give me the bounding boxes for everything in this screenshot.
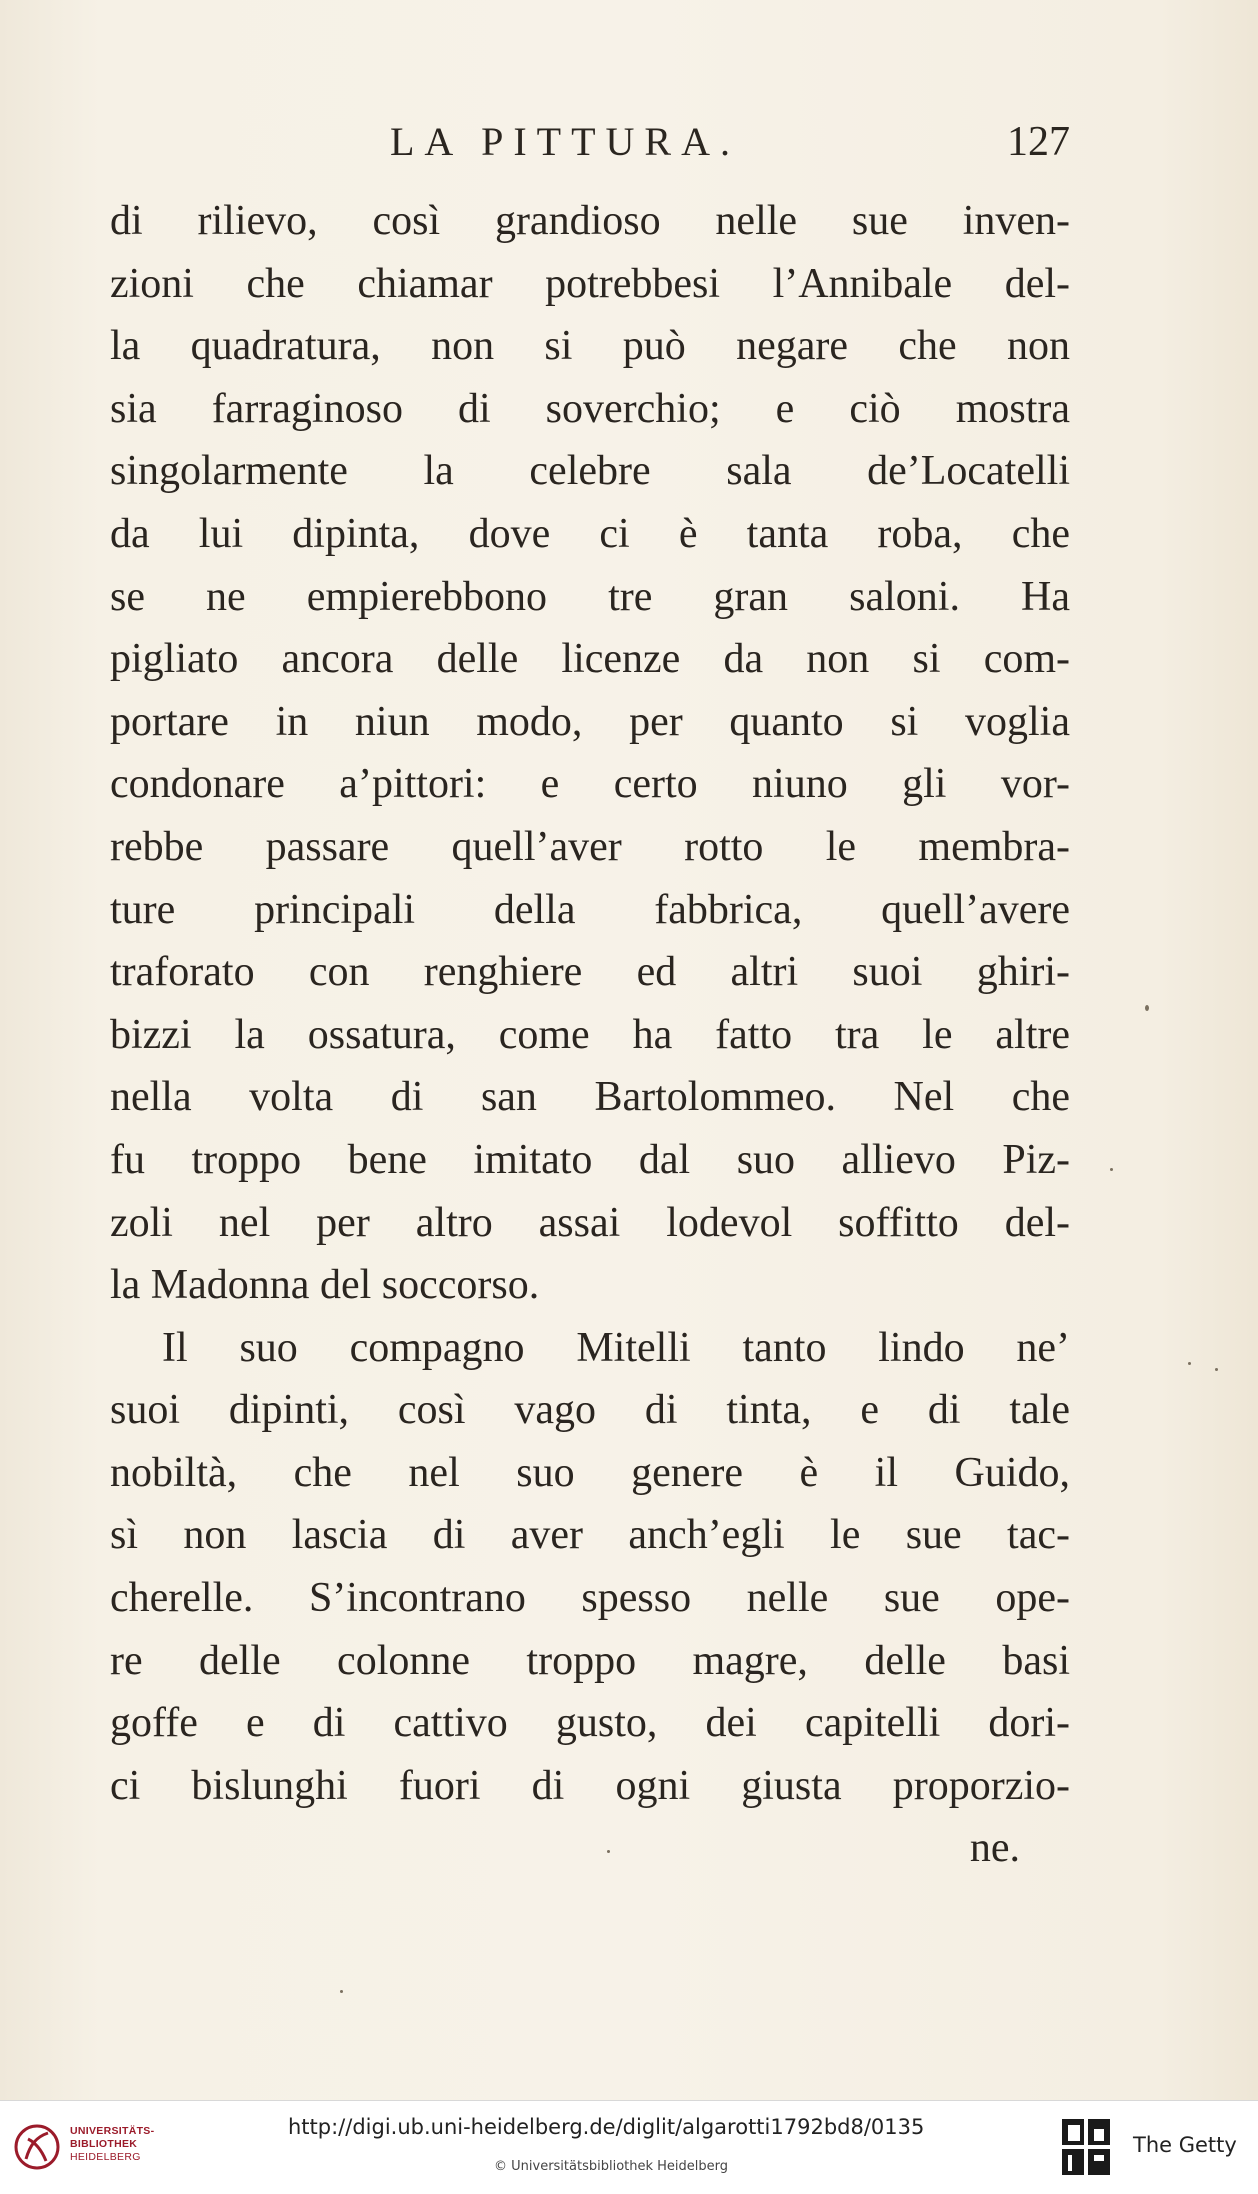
text-line: nobiltà, che nel suo genere è il Guido, [110, 1449, 1070, 1496]
text-line: bizzi la ossatura, come ha fatto tra le altre [110, 1011, 1070, 1058]
text-line: nella volta di san Bartolommeo. Nel che [110, 1074, 1070, 1121]
text-line: ci bislunghi fuori di ogni giusta proporzio- [110, 1762, 1070, 1809]
text-line: singolarmente la celebre sala de’Locatelli [110, 448, 1070, 495]
ink-speck [607, 1850, 610, 1853]
text-line: Il suo compagno Mitelli tanto lindo ne’ [162, 1324, 1070, 1371]
text-line: zioni che chiamar potrebbesi l’Annibale del- [110, 260, 1070, 307]
body-text [110, 190, 1070, 1880]
text-line: ne. [969, 1825, 1020, 1872]
ink-speck [1188, 1362, 1191, 1365]
text-line: fu troppo bene imitato dal suo allievo Piz- [110, 1136, 1070, 1183]
text-line: goffe e di cattivo gusto, dei capitelli dori- [110, 1700, 1070, 1747]
ink-speck [1145, 1005, 1149, 1011]
library-name-line: BIBLIOTHEK [70, 2138, 138, 2150]
ink-speck [1215, 1368, 1218, 1371]
text-line: portare in niun modo, per quanto si voglia [110, 698, 1070, 745]
library-logo[interactable] [14, 2123, 164, 2173]
library-name-line: UNIVERSITÄTS- [70, 2125, 155, 2137]
running-title: LA PITTURA. [390, 119, 740, 164]
ink-speck [1110, 1168, 1113, 1171]
text-line: se ne empierebbono tre gran saloni. Ha [110, 573, 1070, 620]
text-line: suoi dipinti, così vago di tinta, e di tale [110, 1387, 1070, 1434]
text-line: pigliato ancora delle licenze da non si com- [110, 636, 1070, 683]
ink-speck [340, 1990, 343, 1993]
text-line: traforato con renghiere ed altri suoi ghiri- [110, 949, 1070, 996]
text-line: da lui dipinta, dove ci è tanta roba, che [110, 510, 1070, 557]
text-line: cherelle. S’incontrano spesso nelle sue ope- [110, 1575, 1070, 1622]
text-line: re delle colonne troppo magre, delle basi [110, 1637, 1070, 1684]
library-name-line: HEIDELBERG [70, 2151, 141, 2163]
text-line: la Madonna del soccorso. [110, 1262, 540, 1309]
page-header [110, 118, 1070, 178]
text-line: sì non lascia di aver anch’egli le sue tac- [110, 1512, 1070, 1559]
text-line: zoli nel per altro assai lodevol soffitto del- [110, 1199, 1070, 1246]
text-line: rebbe passare quell’aver rotto le membra- [110, 823, 1070, 870]
library-seal-icon [14, 2123, 60, 2171]
text-line: condonare a’pittori: e certo niuno gli vor- [110, 761, 1070, 808]
text-line: la quadratura, non si può negare che non [110, 323, 1070, 370]
partner-name: The Getty [1133, 2133, 1237, 2157]
copyright-notice: © Universitätsbibliothek Heidelberg [494, 2159, 729, 2174]
text-line: sia farraginoso di soverchio; e ciò mostra [110, 385, 1070, 432]
getty-logo-icon[interactable] [1060, 2117, 1114, 2177]
page-number: 127 [1007, 119, 1070, 165]
text-line: di rilievo, così grandioso nelle sue inven- [110, 198, 1070, 244]
permalink-url[interactable]: http://digi.ub.uni-heidelberg.de/diglit/algarotti1792bd8/0135 [288, 2115, 925, 2139]
text-line: ture principali della fabbrica, quell’avere [110, 886, 1070, 933]
viewer-footer [0, 2100, 1258, 2194]
library-name [70, 2125, 154, 2164]
